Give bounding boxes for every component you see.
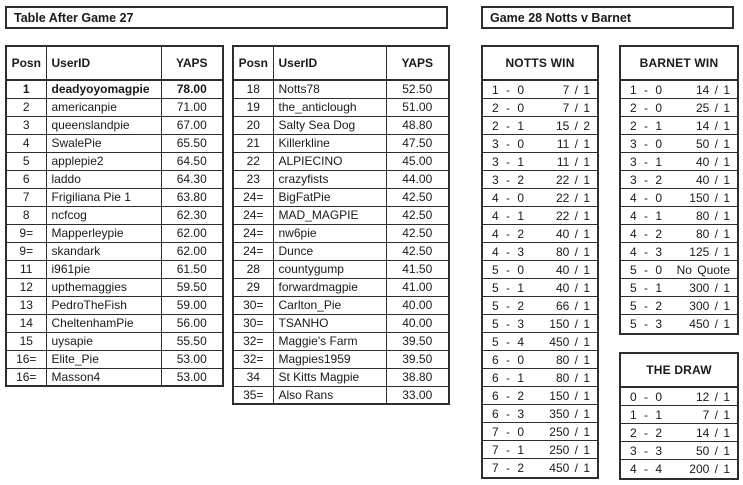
left-section-title-text: Table After Game 27: [14, 10, 134, 25]
yaps-cell: 51.00: [386, 98, 449, 116]
scoreline: 6 - 1: [492, 370, 525, 385]
scoreline: 1 - 1: [630, 407, 663, 422]
standings-row: [233, 368, 449, 386]
scoreline: 5 - 4: [492, 334, 525, 349]
odds-row: [621, 117, 737, 135]
userid-cell: TSANHO: [273, 314, 386, 332]
yaps-cell: 62.30: [161, 206, 223, 224]
barnet-win-rows: [621, 81, 737, 333]
yaps-cell: 61.50: [161, 260, 223, 278]
odds-price: 40 / 1: [555, 262, 590, 277]
odds-row: [483, 315, 597, 333]
scoreline: 5 - 0: [630, 262, 663, 277]
odds-row: [483, 135, 597, 153]
userid-cell: laddo: [46, 170, 161, 188]
odds-price: 150 / 1: [549, 388, 590, 403]
odds-price: 22 / 1: [555, 172, 590, 187]
yaps-cell: 52.50: [386, 80, 449, 98]
yaps-cell: 38.80: [386, 368, 449, 386]
odds-price: 14 / 1: [695, 425, 730, 440]
yaps-cell: 55.50: [161, 332, 223, 350]
posn-cell: 9=: [6, 224, 46, 242]
userid-cell: Masson4: [46, 368, 161, 386]
standings-row: [233, 242, 449, 260]
posn-cell: 1: [6, 80, 46, 98]
odds-price: 80 / 1: [555, 370, 590, 385]
userid-cell: applepie2: [46, 152, 161, 170]
scoreline: 2 - 1: [492, 118, 525, 133]
standings-row: [233, 80, 449, 98]
scoreline: 1 - 0: [492, 82, 525, 97]
standings-row: [6, 134, 223, 152]
scoreline: 5 - 0: [492, 262, 525, 277]
odds-row: [483, 297, 597, 315]
posn-cell: 22: [233, 152, 273, 170]
odds-row: [483, 387, 597, 405]
userid-cell: the_anticlough: [273, 98, 386, 116]
standings-row: [233, 224, 449, 242]
standings-row: [6, 350, 223, 368]
yaps-cell: 62.00: [161, 242, 223, 260]
posn-cell: 13: [6, 296, 46, 314]
scoreline: 3 - 0: [492, 136, 525, 151]
odds-price: 200 / 1: [689, 462, 730, 476]
yaps-cell: 47.50: [386, 134, 449, 152]
scoreline: 4 - 2: [492, 226, 525, 241]
yaps-cell: 64.30: [161, 170, 223, 188]
userid-cell: i961pie: [46, 260, 161, 278]
posn-cell: 12: [6, 278, 46, 296]
odds-price: 450 / 1: [689, 317, 730, 331]
posn-cell: 4: [6, 134, 46, 152]
standings-row: [233, 152, 449, 170]
standings-row: [6, 152, 223, 170]
standings-row: [6, 260, 223, 278]
posn-cell: 34: [233, 368, 273, 386]
posn-cell: 7: [6, 188, 46, 206]
odds-price: 300 / 1: [689, 298, 730, 313]
right-section-title: [481, 6, 734, 29]
posn-cell: 18: [233, 80, 273, 98]
scoreline: 2 - 0: [630, 100, 663, 115]
yaps-cell: 39.50: [386, 332, 449, 350]
odds-row: [621, 261, 737, 279]
odds-row: [483, 117, 597, 135]
odds-price: 40 / 1: [555, 226, 590, 241]
scoreline: 5 - 3: [492, 316, 525, 331]
posn-cell: 16=: [6, 350, 46, 368]
yaps-cell: 48.80: [386, 116, 449, 134]
standings-1-header-row: [6, 46, 223, 80]
odds-price: 150 / 1: [549, 316, 590, 331]
standings-row: [6, 314, 223, 332]
odds-row: [483, 171, 597, 189]
scoreline: 7 - 1: [492, 442, 525, 457]
userid-cell: crazyfists: [273, 170, 386, 188]
yaps-cell: 56.00: [161, 314, 223, 332]
odds-row: [621, 442, 737, 460]
yaps-cell: 39.50: [386, 350, 449, 368]
odds-row: [621, 424, 737, 442]
posn-cell: 35=: [233, 386, 273, 404]
posn-cell: 11: [6, 260, 46, 278]
yaps-cell: 65.50: [161, 134, 223, 152]
standings-row: [6, 170, 223, 188]
userid-column-header: UserID: [46, 46, 161, 80]
standings-row: [233, 170, 449, 188]
standings-row: [6, 242, 223, 260]
odds-row: [483, 405, 597, 423]
yaps-cell: 78.00: [161, 80, 223, 98]
odds-price: 80 / 1: [695, 208, 730, 223]
posn-cell: 19: [233, 98, 273, 116]
scoreline: 3 - 2: [492, 172, 525, 187]
standings-row: [233, 260, 449, 278]
scoreline: 4 - 0: [630, 190, 663, 205]
yaps-cell: 40.00: [386, 296, 449, 314]
standings-row: [233, 188, 449, 206]
yaps-cell: 42.50: [386, 242, 449, 260]
standings-row: [6, 116, 223, 134]
scoreline: 4 - 2: [630, 226, 663, 241]
scoreline: 3 - 3: [630, 443, 663, 458]
standings-row: [6, 296, 223, 314]
standings-row: [6, 188, 223, 206]
posn-cell: 24=: [233, 188, 273, 206]
yaps-cell: 45.00: [386, 152, 449, 170]
yaps-cell: 59.50: [161, 278, 223, 296]
standings-row: [233, 314, 449, 332]
odds-row: [621, 315, 737, 333]
barnet-win-odds-table: [619, 45, 739, 335]
standings-2-header-row: [233, 46, 449, 80]
posn-cell: 29: [233, 278, 273, 296]
odds-price: 14 / 1: [695, 82, 730, 97]
odds-row: [621, 153, 737, 171]
posn-cell: 23: [233, 170, 273, 188]
odds-price: 40 / 1: [695, 154, 730, 169]
userid-cell: countygump: [273, 260, 386, 278]
odds-price: No Quote: [676, 262, 730, 277]
scoreline: 3 - 1: [492, 154, 525, 169]
scoreline: 4 - 0: [492, 190, 525, 205]
userid-cell: ncfcog: [46, 206, 161, 224]
posn-cell: 21: [233, 134, 273, 152]
yaps-cell: 67.00: [161, 116, 223, 134]
odds-row: [621, 388, 737, 406]
odds-row: [483, 333, 597, 351]
scoreline: 3 - 2: [630, 172, 663, 187]
scoreline: 6 - 2: [492, 388, 525, 403]
yaps-cell: 53.00: [161, 350, 223, 368]
standings-row: [233, 98, 449, 116]
odds-price: 350 / 1: [549, 406, 590, 421]
posn-cell: 3: [6, 116, 46, 134]
odds-row: [621, 279, 737, 297]
userid-cell: SwalePie: [46, 134, 161, 152]
odds-row: [483, 81, 597, 99]
odds-row: [621, 81, 737, 99]
userid-cell: Frigiliana Pie 1: [46, 188, 161, 206]
scoreline: 5 - 1: [630, 280, 663, 295]
userid-cell: Carlton_Pie: [273, 296, 386, 314]
odds-price: 250 / 1: [549, 442, 590, 457]
posn-cell: 28: [233, 260, 273, 278]
userid-cell: Also Rans: [273, 386, 386, 404]
odds-row: [621, 207, 737, 225]
userid-cell: Dunce: [273, 242, 386, 260]
scoreline: 5 - 3: [630, 317, 663, 331]
odds-price: 80 / 1: [555, 244, 590, 259]
standings-row: [6, 278, 223, 296]
odds-row: [621, 99, 737, 117]
posn-cell: 24=: [233, 206, 273, 224]
userid-cell: Maggie's Farm: [273, 332, 386, 350]
userid-cell: Salty Sea Dog: [273, 116, 386, 134]
odds-row: [621, 171, 737, 189]
userid-cell: skandark: [46, 242, 161, 260]
odds-row: [621, 297, 737, 315]
userid-cell: BigFatPie: [273, 188, 386, 206]
notts-win-rows: [483, 81, 597, 477]
standings-table-1: [5, 45, 224, 387]
odds-row: [621, 406, 737, 424]
odds-price: 40 / 1: [555, 280, 590, 295]
odds-row: [483, 369, 597, 387]
yaps-cell: 64.50: [161, 152, 223, 170]
posn-column-header: Posn: [6, 46, 46, 80]
userid-cell: nw6pie: [273, 224, 386, 242]
posn-cell: 9=: [6, 242, 46, 260]
standings-row: [6, 206, 223, 224]
odds-price: 11 / 1: [556, 154, 590, 169]
odds-row: [483, 225, 597, 243]
odds-price: 7 / 1: [702, 407, 730, 422]
yaps-column-header: YAPS: [161, 46, 223, 80]
yaps-column-header: YAPS: [386, 46, 449, 80]
posn-cell: 8: [6, 206, 46, 224]
yaps-cell: 44.00: [386, 170, 449, 188]
userid-cell: Magpies1959: [273, 350, 386, 368]
standings-table-2: [232, 45, 450, 405]
standings-row: [233, 386, 449, 404]
odds-price: 66 / 1: [555, 298, 590, 313]
odds-price: 11 / 1: [556, 136, 590, 151]
standings-row: [233, 296, 449, 314]
yaps-cell: 40.00: [386, 314, 449, 332]
posn-cell: 24=: [233, 224, 273, 242]
standings-row: [233, 332, 449, 350]
scoreline: 5 - 2: [492, 298, 525, 313]
userid-cell: Mapperleypie: [46, 224, 161, 242]
userid-cell: forwardmagpie: [273, 278, 386, 296]
barnet-win-title: BARNET WIN: [621, 47, 737, 81]
posn-cell: 15: [6, 332, 46, 350]
scoreline: 5 - 2: [630, 298, 663, 313]
odds-row: [483, 279, 597, 297]
userid-cell: Notts78: [273, 80, 386, 98]
odds-price: 22 / 1: [555, 208, 590, 223]
odds-price: 150 / 1: [689, 190, 730, 205]
scoreline: 1 - 0: [630, 82, 663, 97]
the-draw-title: THE DRAW: [621, 354, 737, 388]
userid-column-header: UserID: [273, 46, 386, 80]
yaps-cell: 42.50: [386, 206, 449, 224]
odds-price: 40 / 1: [695, 172, 730, 187]
odds-price: 250 / 1: [549, 424, 590, 439]
yaps-cell: 42.50: [386, 188, 449, 206]
odds-row: [483, 207, 597, 225]
the-draw-odds-table: [619, 352, 739, 480]
posn-cell: 32=: [233, 350, 273, 368]
yaps-cell: 33.00: [386, 386, 449, 404]
odds-row: [483, 441, 597, 459]
userid-cell: upthemaggies: [46, 278, 161, 296]
userid-cell: uysapie: [46, 332, 161, 350]
scoreline: 2 - 1: [630, 118, 663, 133]
the-draw-rows: [621, 388, 737, 478]
scoreline: 4 - 3: [492, 244, 525, 259]
odds-row: [621, 189, 737, 207]
scoreline: 5 - 1: [492, 280, 525, 295]
odds-price: 450 / 1: [549, 334, 590, 349]
odds-row: [483, 189, 597, 207]
userid-cell: deadyoyomagpie: [46, 80, 161, 98]
odds-row: [483, 153, 597, 171]
scoreline: 2 - 2: [630, 425, 663, 440]
userid-cell: CheltenhamPie: [46, 314, 161, 332]
odds-row: [621, 225, 737, 243]
odds-price: 7 / 1: [562, 100, 590, 115]
standings-row: [233, 116, 449, 134]
scoreline: 0 - 0: [630, 389, 663, 404]
standings-row: [233, 350, 449, 368]
right-section-title-text: Game 28 Notts v Barnet: [490, 10, 632, 25]
scoreline: 7 - 2: [492, 461, 525, 475]
odds-price: 14 / 1: [695, 118, 730, 133]
odds-row: [621, 243, 737, 261]
odds-row: [483, 459, 597, 477]
posn-cell: 30=: [233, 296, 273, 314]
posn-column-header: Posn: [233, 46, 273, 80]
odds-price: 15 / 2: [555, 118, 590, 133]
odds-price: 80 / 1: [555, 352, 590, 367]
yaps-cell: 62.00: [161, 224, 223, 242]
posn-cell: 30=: [233, 314, 273, 332]
posn-cell: 20: [233, 116, 273, 134]
odds-price: 50 / 1: [695, 136, 730, 151]
userid-cell: MAD_MAGPIE: [273, 206, 386, 224]
scoreline: 2 - 0: [492, 100, 525, 115]
notts-win-odds-table: [481, 45, 599, 479]
userid-cell: ALPIECINO: [273, 152, 386, 170]
standings-row: [6, 80, 223, 98]
yaps-cell: 53.00: [161, 368, 223, 386]
notts-win-title: NOTTS WIN: [483, 47, 597, 81]
scoreline: 4 - 4: [630, 462, 663, 476]
posn-cell: 6: [6, 170, 46, 188]
left-section-title: [5, 6, 448, 29]
odds-price: 50 / 1: [695, 443, 730, 458]
odds-row: [483, 351, 597, 369]
standings-row: [233, 278, 449, 296]
standings-row: [6, 98, 223, 116]
standings-row: [6, 368, 223, 386]
odds-price: 22 / 1: [555, 190, 590, 205]
userid-cell: Elite_Pie: [46, 350, 161, 368]
odds-price: 25 / 1: [695, 100, 730, 115]
posn-cell: 2: [6, 98, 46, 116]
posn-cell: 32=: [233, 332, 273, 350]
odds-price: 7 / 1: [562, 82, 590, 97]
posn-cell: 16=: [6, 368, 46, 386]
odds-row: [621, 135, 737, 153]
yaps-cell: 59.00: [161, 296, 223, 314]
scoreline: 4 - 1: [492, 208, 525, 223]
yaps-cell: 41.50: [386, 260, 449, 278]
standings-row: [233, 134, 449, 152]
scoreline: 4 - 1: [630, 208, 663, 223]
yaps-cell: 42.50: [386, 224, 449, 242]
yaps-cell: 41.00: [386, 278, 449, 296]
odds-price: 12 / 1: [695, 389, 730, 404]
userid-cell: Killerkline: [273, 134, 386, 152]
odds-row: [483, 243, 597, 261]
userid-cell: St Kitts Magpie: [273, 368, 386, 386]
scoreline: 6 - 0: [492, 352, 525, 367]
odds-row: [483, 423, 597, 441]
posn-cell: 24=: [233, 242, 273, 260]
userid-cell: queenslandpie: [46, 116, 161, 134]
odds-price: 450 / 1: [549, 461, 590, 475]
yaps-cell: 71.00: [161, 98, 223, 116]
standings-row: [6, 332, 223, 350]
scoreline: 3 - 0: [630, 136, 663, 151]
scoreline: 7 - 0: [492, 424, 525, 439]
posn-cell: 5: [6, 152, 46, 170]
odds-row: [483, 99, 597, 117]
odds-price: 80 / 1: [695, 226, 730, 241]
odds-price: 300 / 1: [689, 280, 730, 295]
scoreline: 4 - 3: [630, 244, 663, 259]
standings-row: [6, 224, 223, 242]
yaps-cell: 63.80: [161, 188, 223, 206]
scoreline: 3 - 1: [630, 154, 663, 169]
userid-cell: PedroTheFish: [46, 296, 161, 314]
posn-cell: 14: [6, 314, 46, 332]
odds-price: 125 / 1: [689, 244, 730, 259]
userid-cell: americanpie: [46, 98, 161, 116]
scoreline: 6 - 3: [492, 406, 525, 421]
odds-row: [621, 460, 737, 478]
odds-row: [483, 261, 597, 279]
standings-row: [233, 206, 449, 224]
